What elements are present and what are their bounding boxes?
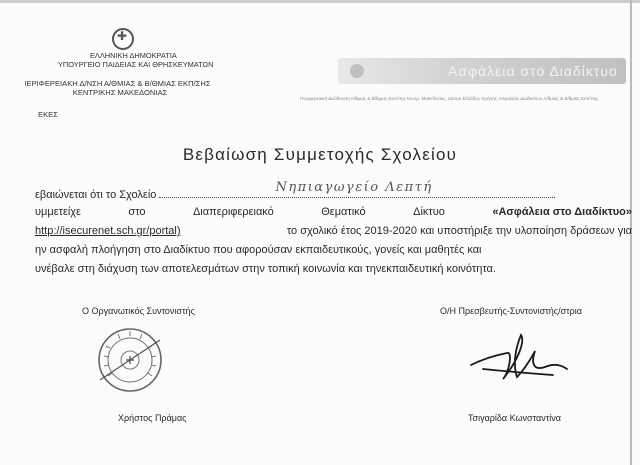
l2-word-4: Θεματικό [321,206,366,218]
l2-word-1: υμμετείχε [35,206,81,218]
l2-word-5: Δίκτυο [413,206,445,218]
header-directorate: ΙΕΡΙΦΕΡΕΙΑΚΗ Δ/ΝΣΗ Α/ΘΜΙΑΣ & Β/ΘΜΙΑΣ ΕΚΠ/ΣΗΣ [24,79,211,88]
official-stamp [96,326,164,394]
handwritten-signature [463,329,573,387]
banner-partners: Περιφερειακή Διεύθυνση Α/θμιας & Β/θμιας Εκπ/σης Κεντρ. Μακεδονίας, Δίκτυο Ελλάδος Χρήσης Ασφαλούς Διαδικτύου Α/θμιας & Β/θμιας Εκπ/σης [300,96,599,101]
body-line-1 [35,180,555,201]
right-signer-role: Ο/Η Πρεσβευτής-Συντονιστής/στρια [440,306,582,316]
left-signer-role: Ο Οργανωτικός Συντονιστής [82,306,195,316]
body-line-4: ην ασφαλή πλοήγηση στο Διαδίκτυο που αφορούσαν εκπαιδευτικούς, γονείς και μαθητές και [35,244,482,256]
l2-word-3: Διαπεριφερειακό [192,206,274,218]
body-line-5: υνέβαλε στη διάχυση των αποτελεσμάτων στην τοπική κοινωνία και τηνεκπαιδευτική κοινότητα. [35,263,496,275]
header-unit: ΕΚΕΣ [38,110,58,119]
banner-text: Ασφάλεια στο Διαδίκτυο [448,63,618,79]
l2-word-2: στο [128,206,146,218]
scan-edge-top [0,0,640,3]
school-name-handwritten: Νηπιαγωγείο Λεπτή [275,180,433,195]
school-name-field [159,180,555,198]
banner-logo-icon [350,64,364,78]
header-country: ΕΛΛΗΝΙΚΗ ΔΗΜΟΚΡΑΤΙΑ [90,51,177,60]
body-line-3 [35,225,632,237]
document-title: Βεβαίωση Συμμετοχής Σχολείου [182,145,458,164]
body-line-2 [35,206,632,218]
header-ministry: ΥΠΟΥΡΓΕΙΟ ΠΑΙΔΕΙΑΣ ΚΑΙ ΘΡΗΣΚΕΥΜΑΤΩΝ [58,60,214,69]
portal-link[interactable]: http://isecurenet.sch.gr/portal) [35,225,181,237]
l3-text: το σχολικό έτος 2019-2020 και υποστήριξε την υλοποίηση δράσεων για [286,225,632,237]
greek-emblem-icon [112,28,134,50]
right-signer-name: Τσιγαρίδα Κωνσταντίνα [468,413,561,423]
left-signer-name: Χρήστος Πράμας [118,413,187,423]
project-banner [338,58,626,84]
school-prefix: εβαιώνεται ότι το Σχολείο [35,189,157,201]
header-region: ΚΕΝΤΡΙΚΗΣ ΜΑΚΕΔΟΝΙΑΣ [72,88,168,97]
network-name: «Ασφάλεια στο Διαδίκτυο» [492,206,632,218]
